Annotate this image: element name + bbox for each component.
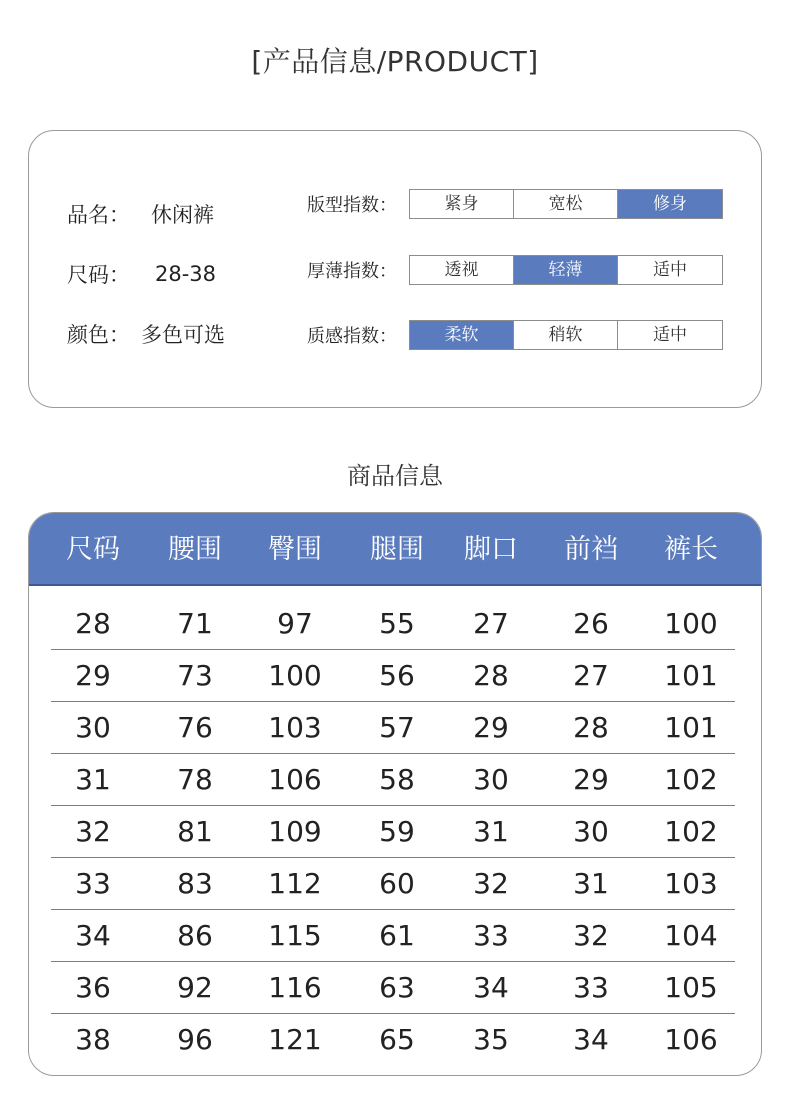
table-cell-col-thigh: 58 <box>379 763 415 796</box>
table-cell-col-front-rise: 29 <box>573 763 609 796</box>
table-row <box>51 910 735 962</box>
table-cell-col-leg-opening: 33 <box>473 919 509 952</box>
table-cell-col-front-rise: 34 <box>573 1023 609 1056</box>
table-cell-col-front-rise: 31 <box>573 867 609 900</box>
fit-option-tight: 紧身 <box>410 190 514 218</box>
table-cell-col-length: 104 <box>664 919 718 952</box>
table-cell-col-thigh: 59 <box>379 815 415 848</box>
table-header-col-thigh: 腿围 <box>370 534 424 565</box>
table-cell-col-size: 38 <box>75 1023 111 1056</box>
table-header <box>29 513 761 586</box>
table-cell-col-thigh: 63 <box>379 971 415 1004</box>
table-cell-col-length: 101 <box>664 711 718 744</box>
section-title: 商品信息 <box>347 462 443 490</box>
table-cell-col-size: 32 <box>75 815 111 848</box>
product-info-card <box>28 130 762 408</box>
table-cell-col-thigh: 65 <box>379 1023 415 1056</box>
product-name-value: 休闲裤 <box>151 203 214 227</box>
table-cell-col-leg-opening: 32 <box>473 867 509 900</box>
table-cell-col-leg-opening: 31 <box>473 815 509 848</box>
table-cell-col-thigh: 55 <box>379 607 415 640</box>
product-color-row <box>67 319 225 349</box>
table-cell-col-hip: 109 <box>268 815 322 848</box>
thickness-option-thin: 轻薄 <box>514 256 618 284</box>
table-cell-col-length: 100 <box>664 607 718 640</box>
fit-index-row <box>307 189 723 219</box>
table-cell-col-leg-opening: 27 <box>473 607 509 640</box>
table-cell-col-front-rise: 33 <box>573 971 609 1004</box>
table-cell-col-hip: 97 <box>277 607 313 640</box>
texture-option-medium: 适中 <box>618 321 722 349</box>
table-cell-col-front-rise: 27 <box>573 659 609 692</box>
table-cell-col-length: 105 <box>664 971 718 1004</box>
table-cell-col-thigh: 60 <box>379 867 415 900</box>
table-cell-col-waist: 86 <box>177 919 213 952</box>
table-cell-col-hip: 100 <box>268 659 322 692</box>
table-cell-col-leg-opening: 29 <box>473 711 509 744</box>
table-row <box>51 702 735 754</box>
table-cell-col-thigh: 61 <box>379 919 415 952</box>
table-cell-col-hip: 106 <box>268 763 322 796</box>
table-cell-col-waist: 76 <box>177 711 213 744</box>
table-cell-col-leg-opening: 34 <box>473 971 509 1004</box>
product-size-row <box>67 259 216 289</box>
table-cell-col-size: 33 <box>75 867 111 900</box>
texture-index-options <box>409 320 723 350</box>
product-name-label: 品名： <box>67 203 130 227</box>
fit-index-options <box>409 189 723 219</box>
table-cell-col-hip: 121 <box>268 1023 322 1056</box>
table-cell-col-size: 31 <box>75 763 111 796</box>
table-cell-col-front-rise: 28 <box>573 711 609 744</box>
table-cell-col-front-rise: 32 <box>573 919 609 952</box>
texture-option-soft: 柔软 <box>410 321 514 349</box>
table-cell-col-hip: 103 <box>268 711 322 744</box>
thickness-index-options <box>409 255 723 285</box>
page-title: [产品信息/PRODUCT] <box>251 45 539 78</box>
table-cell-col-front-rise: 30 <box>573 815 609 848</box>
fit-option-loose: 宽松 <box>514 190 618 218</box>
fit-index-label: 版型指数： <box>307 195 397 216</box>
thickness-index-label: 厚薄指数： <box>307 261 397 282</box>
table-cell-col-length: 102 <box>664 763 718 796</box>
product-size-label: 尺码： <box>67 263 130 287</box>
table-cell-col-front-rise: 26 <box>573 607 609 640</box>
table-header-col-leg-opening: 脚口 <box>464 534 518 565</box>
table-cell-col-size: 36 <box>75 971 111 1004</box>
table-cell-col-waist: 92 <box>177 971 213 1004</box>
table-cell-col-leg-opening: 30 <box>473 763 509 796</box>
table-cell-col-size: 30 <box>75 711 111 744</box>
size-table <box>28 512 762 1076</box>
table-row <box>51 1014 735 1066</box>
table-cell-col-size: 34 <box>75 919 111 952</box>
table-row <box>51 806 735 858</box>
table-row <box>51 650 735 702</box>
table-row <box>51 754 735 806</box>
table-cell-col-leg-opening: 28 <box>473 659 509 692</box>
table-cell-col-waist: 96 <box>177 1023 213 1056</box>
table-cell-col-hip: 116 <box>268 971 322 1004</box>
table-cell-col-hip: 115 <box>268 919 322 952</box>
table-cell-col-hip: 112 <box>268 867 322 900</box>
product-size-value: 28-38 <box>155 262 217 286</box>
table-cell-col-leg-opening: 35 <box>473 1023 509 1056</box>
table-header-col-front-rise: 前裆 <box>564 534 618 565</box>
table-row <box>51 858 735 910</box>
table-cell-col-length: 106 <box>664 1023 718 1056</box>
fit-option-slim: 修身 <box>618 190 722 218</box>
table-cell-col-waist: 83 <box>177 867 213 900</box>
table-header-col-hip: 臀围 <box>268 534 322 565</box>
thickness-index-row <box>307 255 723 285</box>
table-cell-col-length: 102 <box>664 815 718 848</box>
table-cell-col-waist: 81 <box>177 815 213 848</box>
product-name-row <box>67 199 214 229</box>
table-cell-col-waist: 78 <box>177 763 213 796</box>
product-color-label: 颜色： <box>67 323 130 347</box>
table-header-col-length: 裤长 <box>664 534 718 565</box>
thickness-option-sheer: 透视 <box>410 256 514 284</box>
texture-index-row <box>307 320 723 350</box>
table-cell-col-thigh: 57 <box>379 711 415 744</box>
texture-index-label: 质感指数： <box>307 326 397 347</box>
table-cell-col-size: 28 <box>75 607 111 640</box>
table-row <box>51 598 735 650</box>
table-cell-col-waist: 73 <box>177 659 213 692</box>
table-cell-col-length: 101 <box>664 659 718 692</box>
texture-option-slightly-soft: 稍软 <box>514 321 618 349</box>
table-cell-col-size: 29 <box>75 659 111 692</box>
table-cell-col-waist: 71 <box>177 607 213 640</box>
thickness-option-medium: 适中 <box>618 256 722 284</box>
table-header-col-size: 尺码 <box>66 534 120 565</box>
product-color-value: 多色可选 <box>141 323 225 347</box>
table-cell-col-length: 103 <box>664 867 718 900</box>
table-row <box>51 962 735 1014</box>
table-cell-col-thigh: 56 <box>379 659 415 692</box>
table-header-col-waist: 腰围 <box>168 534 222 565</box>
